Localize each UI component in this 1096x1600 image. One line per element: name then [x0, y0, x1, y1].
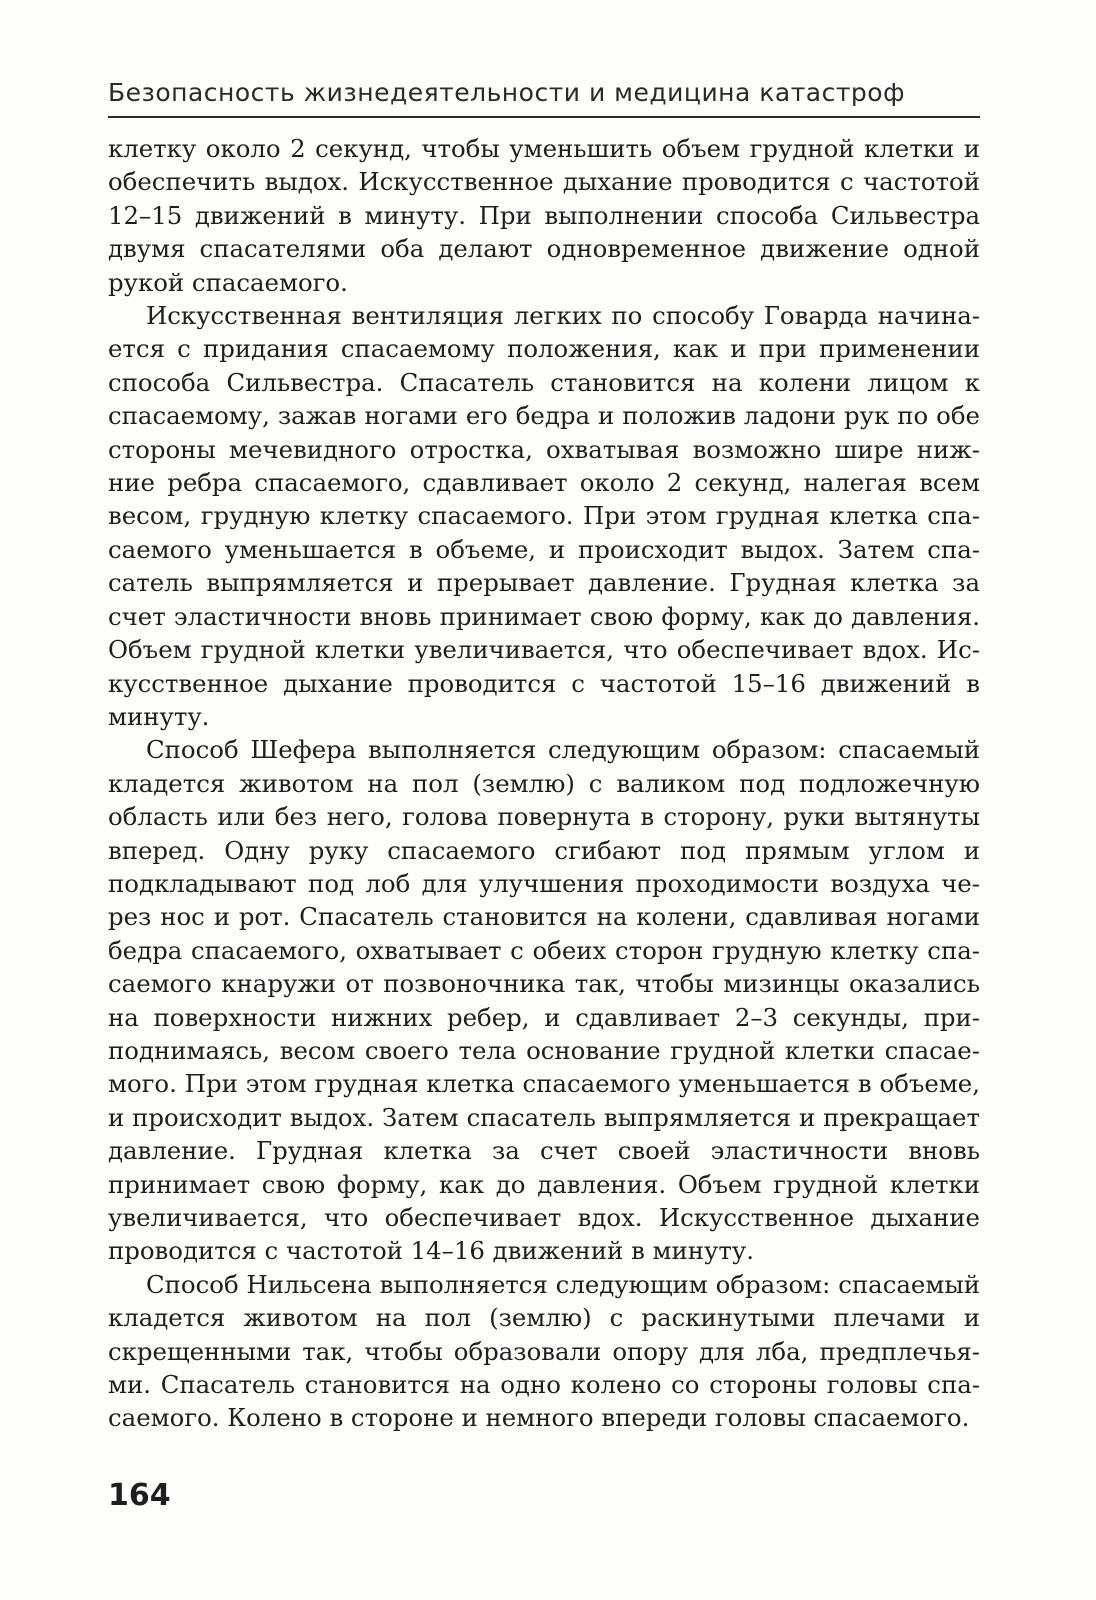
page-number: 164 [108, 1478, 171, 1513]
header-rule [108, 116, 980, 118]
paragraph-nielsen-method: Способ Нильсена выполняется следующим образом: спасаемый кладется животом на пол (землю) с раскинутыми плечами и скрещенными так, чтобы образовали опору для лба, предплечьями. Спасатель становится на одно колено со стороны головы спасаемого. Колено в стороне и немного впереди головы спасаемого. [108, 1269, 980, 1433]
running-head: Безопасность жизнедеятельности и медицина катастроф [108, 78, 905, 107]
paragraph-howard-method: Искусственная вентиляция легких по способу Говарда начинается с придания спасаемому положения, как и при применении способа Сильвестра. Спасатель становится на колени лицом к спасаемому, зажав ногами его бедра и положив ладони рук по обе стороны мечевидного отростка, охватывая возможно шире нижние ребра спасаемого, сдавливает около 2 секунд, налегая всем весом, грудную клетку спасаемого. При этом грудная клетка спасаемого уменьшается в объеме, и происходит выдох. Затем спасатель выпрямляется и прерывает давление. Грудная клетка за счет эластичности вновь принимает свою форму, как до давления. Объем грудной клетки увеличивается, что обеспечивает вдох. Искусственное дыхание проводится с частотой 15–16 движений в минуту. [108, 301, 980, 731]
paragraph-schafer-method: Способ Шефера выполняется следующим образом: спасаемый кладется животом на пол (землю) с валиком под подложечную область или без него, голова повернута в сторону, руки вытянуты вперед. Одну руку спасаемого сгибают под прямым углом и подкладывают под лоб для улучшения проходимости воздуха через нос и рот. Спасатель становится на колени, сдавливая ногами бедра спасаемого, охватывает с обеих сторон грудную клетку спасаемого кнаружи от позвоночника так, чтобы мизинцы оказались на поверхности нижних ребер, и сдавливает 2–3 секунды, приподнимаясь, весом своего тела основание грудной клетки спасаемого. При этом грудная клетка спасаемого уменьшается в объеме, и происходит выдох. Затем спасатель выпрямляется и прекращает давление. Грудная клетка за счет своей эластичности вновь принимает свою форму, как до давления. Объем грудной клетки увеличивается, что обеспечивает вдох. Искусственное дыхание проводится с частотой 14–16 движений в минуту. [108, 735, 980, 1266]
body-text [108, 132, 980, 1435]
paragraph-continuation: клетку около 2 секунд, чтобы уменьшить объем грудной клетки и обеспечить выдох. Искусственное дыхание проводится с частотой 12–15 движений в минуту. При выполнении способа Сильвестра двумя спасателями оба делают одновременное движение одной рукой спасаемого. [108, 134, 980, 297]
